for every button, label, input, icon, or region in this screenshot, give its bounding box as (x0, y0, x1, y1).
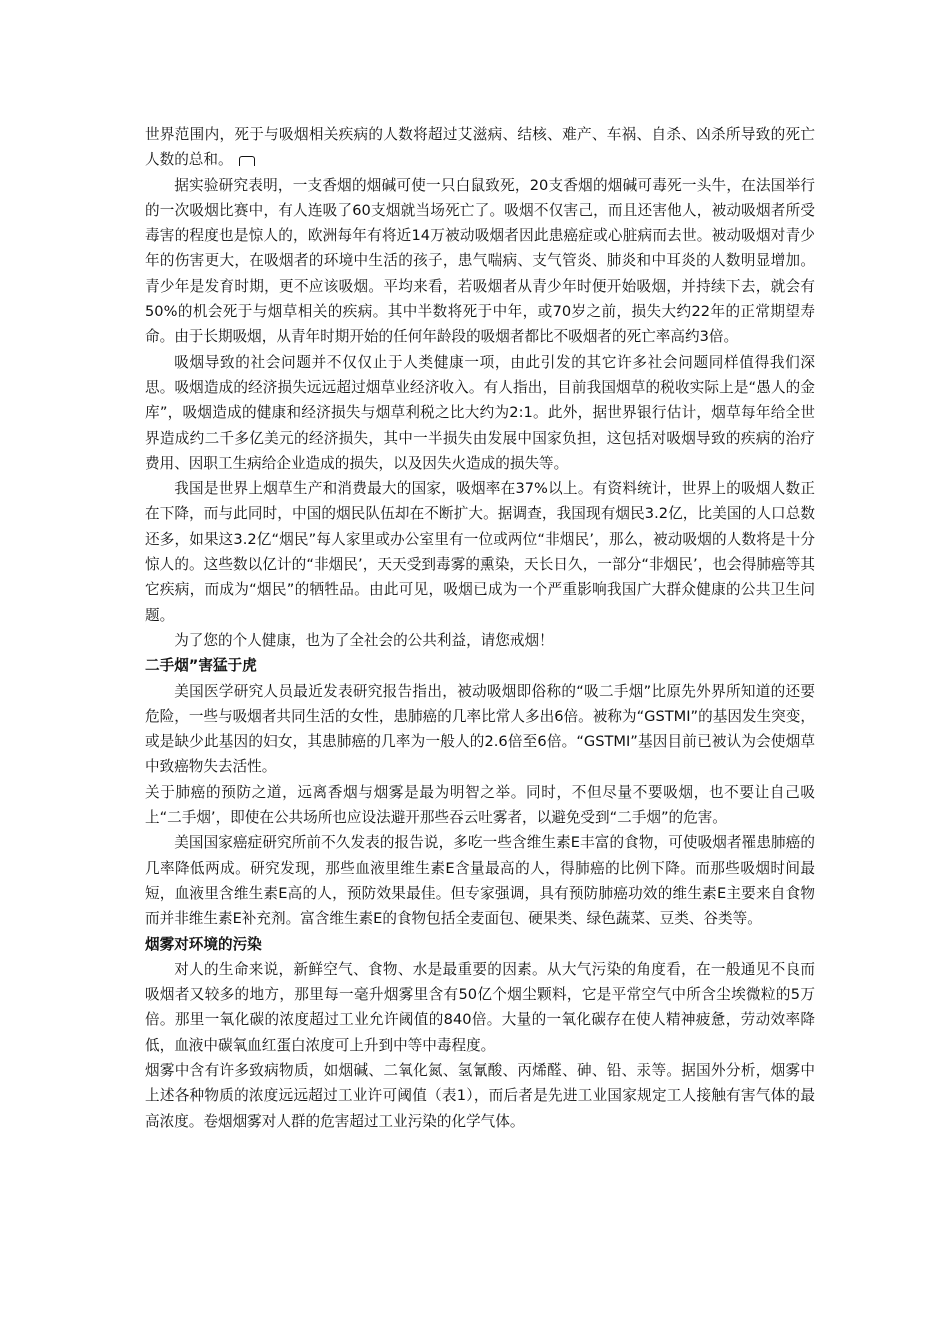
edit-mark-icon (239, 156, 255, 166)
paragraph-intro-text: 世界范围内，死于与吸烟相关疾病的人数将超过艾滋病、结核、难产、车祸、自杀、凶杀所导致的死亡人数的总和。 (145, 126, 815, 169)
paragraph-prevention: 关于肺癌的预防之道，远离香烟与烟雾是最为明智之举。同时，不但尽量不要吸烟，也不要让自己吸上“二手烟’，即使在公共场所也应设法避开那些吞云吐雾者，以避免受到“二手烟”的危害。 (145, 783, 815, 827)
heading-secondhand-smoke: 二手烟”害猛于虎 (145, 657, 257, 675)
paragraph-air-pollution: 对人的生命来说，新鲜空气、食物、水是最重要的因素。从大气污染的角度看，在一般通见不良而吸烟者又较多的地方，那里每一毫升烟雾里含有50亿个烟尘颗料，它是平常空气中所含尘埃微粒的5万倍。那里一氧化碳的浓度超过工业允许阈值的840倍。大量的一氧化碳存在使人精神疲惫，劳动效率降低，血液中碳氧血红蛋白浓度可上升到中等中毒程度。 (145, 960, 815, 1054)
paragraph-quit-appeal: 为了您的个人健康，也为了全社会的公共利益，请您戒烟！ (174, 631, 554, 649)
paragraph-harmful-substances: 烟雾中含有许多致病物质，如烟碱、二氧化氮、氢氰酸、丙烯醛、砷、铅、汞等。据国外分析，烟雾中上述各种物质的浓度远远超过工业许可阈值（表1），而后者是先进工业国家规定工人接触有害气体的最高浓度。卷烟烟雾对人群的危害超过工业污染的化学气体。 (145, 1061, 815, 1130)
paragraph-china-statistics: 我国是世界上烟草生产和消费最大的国家，吸烟率在37%以上。有资料统计，世界上的吸烟人数正在下降，而与此同时，中国的烟民队伍却在不断扩大。据调查，我国现有烟民3.2亿，比美国的人口总数还多，如果这3.2亿“烟民”每人家里或办公室里有一位或两位“非烟民’，那么，被动吸烟的人数将是十分惊人的。这些数以亿计的“非烟民’，天天受到毒雾的熏染，天长日久，一部分“非烟民’，也会得肺癌等其它疾病，而成为“烟民”的牺牲品。由此可见，吸烟已成为一个严重影响我国广大群众健康的公共卫生问题。 (145, 480, 815, 624)
heading-environment-pollution: 烟雾对环境的污染 (145, 935, 262, 953)
document-body (145, 122, 815, 1134)
paragraph-social-problems: 吸烟导致的社会问题并不仅仅止于人类健康一项，由此引发的其它许多社会问题同样值得我们深思。吸烟造成的经济损失远远超过烟草业经济收入。有人指出，目前我国烟草的税收实际上是“愚人的金库”，吸烟造成的健康和经济损失与烟草利税之比大约为2:1。此外，据世界银行估计，烟草每年给全世界造成约二千多亿美元的经济损失，其中一半损失由发展中国家负担，这包括对吸烟导致的疾病的治疗费用、因职工生病给企业造成的损失，以及因失火造成的损失等。 (145, 353, 815, 472)
paragraph-experiment: 据实验研究表明，一支香烟的烟碱可使一只白鼠致死，20支香烟的烟碱可毒死一头牛，在法国举行的一次吸烟比赛中，有人连吸了60支烟就当场死亡了。吸烟不仅害己，而且还害他人，被动吸烟者所受毒害的程度也是惊人的，欧洲每年有将近14万被动吸烟者因此患癌症或心脏病而去世。被动吸烟对青少年的伤害更大，在吸烟者的环境中生活的孩子，患气喘病、支气管炎、肺炎和中耳炎的人数明显增加。青少年是发育时期，更不应该吸烟。平均来看，若吸烟者从青少年时便开始吸烟，并持续下去，就会有50%的机会死于与烟草相关的疾病。其中半数将死于中年，或70岁之前，损失大约22年的正常期望寿命。由于长期吸烟，从青年时期开始的任何年龄段的吸烟者都比不吸烟者的死亡率高约3倍。 (145, 176, 815, 346)
paragraph-intro (145, 122, 815, 173)
paragraph-us-research: 美国医学研究人员最近发表研究报告指出，被动吸烟即俗称的“吸二手烟”比原先外界所知道的还要危险，一些与吸烟者共同生活的女性，患肺癌的几率比常人多出6倍。被称为“GSTMI”的基因发生突变，或是缺少此基因的妇女，其患肺癌的几率为一般人的2.6倍至6倍。“GSTMI”基因目前已被认为会使烟草中致癌物失去活性。 (145, 682, 815, 776)
paragraph-vitamin-e: 美国国家癌症研究所前不久发表的报告说，多吃一些含维生素E丰富的食物，可使吸烟者罹患肺癌的几率降低两成。研究发现，那些血液里维生素E含量最高的人，得肺癌的比例下降。而那些吸烟时间最短，血液里含维生素E高的人，预防效果最佳。但专家强调，具有预防肺癌功效的维生素E主要来自食物而并非维生素E补充剂。富含维生素E的食物包括全麦面包、硬果类、绿色蔬菜、豆类、谷类等。 (145, 834, 815, 928)
